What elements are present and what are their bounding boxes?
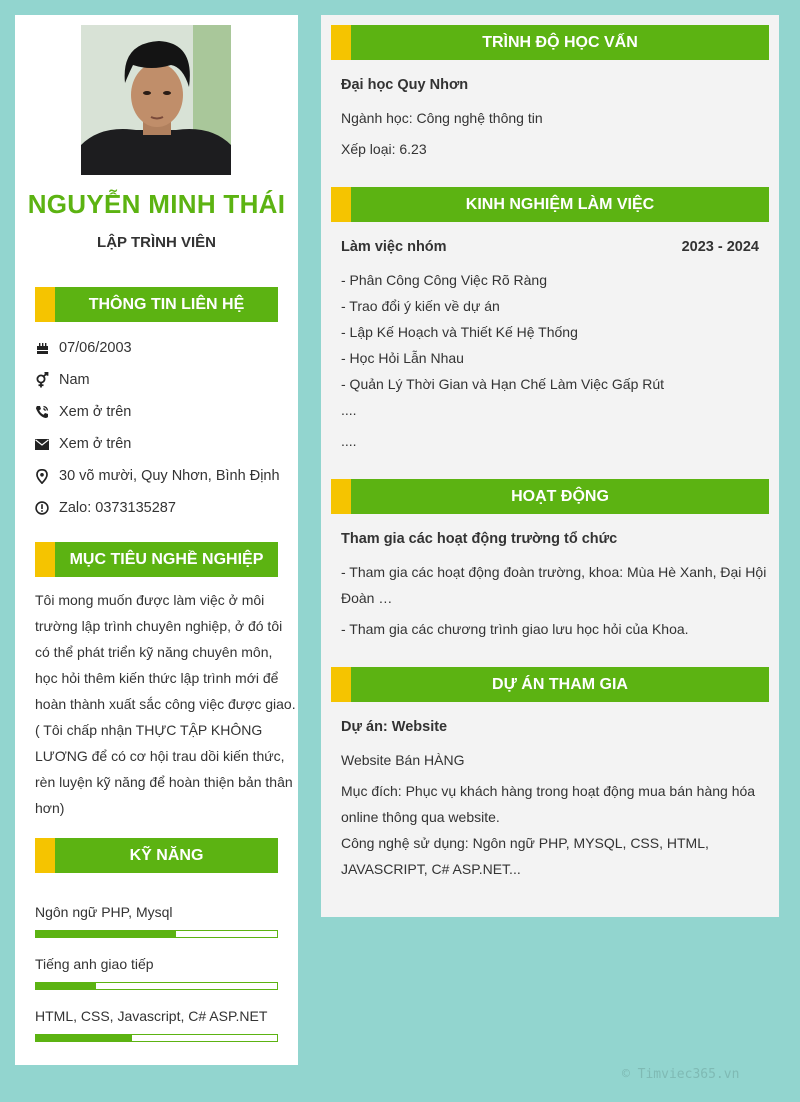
education-major: Ngành học: Công nghệ thông tin bbox=[341, 110, 543, 126]
project-purpose: Mục đích: Phục vụ khách hàng trong hoạt động mua bán hàng hóa bbox=[341, 783, 756, 799]
project-purpose-cont: online thông qua website. bbox=[341, 809, 500, 825]
activities-heading-text: HOẠT ĐỘNG bbox=[511, 488, 609, 505]
project-tech: Công nghệ sử dụng: Ngôn ngữ PHP, MYSQL, CSS, HTML, bbox=[341, 835, 709, 851]
skill-bar bbox=[35, 930, 278, 938]
activities-item-cont: Đoàn … bbox=[341, 590, 393, 606]
experience-item: .... bbox=[341, 402, 357, 418]
skill-bar-fill bbox=[36, 983, 96, 989]
objective-line: ( Tôi chấp nhận THỰC TẬP KHÔNG bbox=[35, 722, 263, 738]
skill-bar-fill bbox=[36, 1035, 132, 1041]
zalo-text: Zalo: 0373135287 bbox=[59, 500, 176, 516]
experience-item: - Trao đổi ý kiến về dự án bbox=[341, 298, 500, 314]
experience-title: Làm việc nhóm bbox=[341, 239, 447, 255]
gender-text: Nam bbox=[59, 372, 90, 388]
education-school: Đại học Quy Nhơn bbox=[341, 77, 469, 93]
objective-line: LƯƠNG để có cơ hội trau dồi kiến thức, bbox=[35, 748, 285, 764]
contact-birthday bbox=[35, 337, 132, 359]
education-heading bbox=[331, 25, 769, 60]
activities-title: Tham gia các hoạt động trường tổ chức bbox=[341, 531, 618, 547]
projects-heading bbox=[331, 667, 769, 702]
gender-icon bbox=[35, 373, 49, 387]
objective-line: hơn) bbox=[35, 800, 65, 816]
map-pin-icon bbox=[35, 469, 49, 483]
experience-item: .... bbox=[341, 433, 357, 449]
education-grade: Xếp loại: 6.23 bbox=[341, 141, 427, 157]
candidate-role: LẬP TRÌNH VIÊN bbox=[97, 234, 216, 251]
skill-label: HTML, CSS, Javascript, C# ASP.NET bbox=[35, 1008, 268, 1024]
project-title: Dự án: Website bbox=[341, 719, 448, 735]
contact-heading-text: THÔNG TIN LIÊN HỆ bbox=[88, 296, 245, 313]
objective-heading-text: MỤC TIÊU NGHỀ NGHIỆP bbox=[69, 551, 264, 568]
contact-email bbox=[35, 433, 131, 455]
project-name: Website Bán HÀNG bbox=[341, 752, 465, 768]
candidate-name: NGUYỄN MINH THÁI bbox=[27, 189, 286, 219]
heading-accent-bar bbox=[35, 542, 55, 577]
contact-other bbox=[35, 497, 176, 519]
heading-accent-bar bbox=[35, 287, 55, 322]
skill-bar-fill bbox=[36, 931, 176, 937]
objective-heading bbox=[35, 542, 278, 577]
skills-heading-text: KỸ NĂNG bbox=[129, 847, 204, 864]
objective-line: học hỏi thêm kiến thức lập trình mới để bbox=[35, 670, 279, 686]
heading-accent-bar bbox=[331, 25, 351, 60]
heading-accent-bar bbox=[35, 838, 55, 873]
projects-heading-text: DỰ ÁN THAM GIA bbox=[492, 676, 628, 693]
objective-line: trường lập trình chuyên nghiệp, ở đó tôi bbox=[35, 618, 283, 634]
objective-line: rèn luyện kỹ năng để hoàn thiện bản thân bbox=[35, 774, 293, 790]
skill-label: Tiếng anh giao tiếp bbox=[35, 956, 154, 972]
activities-item: - Tham gia các chương trình giao lưu học hỏi của Khoa. bbox=[341, 621, 689, 637]
activities-item: - Tham gia các hoạt động đoàn trường, khoa: Mùa Hè Xanh, Đại Hội bbox=[341, 564, 767, 580]
objective-line: có thể phát triển kỹ năng chuyên môn, bbox=[35, 644, 273, 660]
experience-item: - Quản Lý Thời Gian và Hạn Chế Làm Việc Gấp Rút bbox=[341, 376, 665, 392]
project-tech-cont: JAVASCRIPT, C# ASP.NET... bbox=[341, 861, 521, 877]
envelope-icon bbox=[35, 437, 49, 451]
objective-text bbox=[35, 587, 297, 821]
contact-phone bbox=[35, 401, 131, 423]
skill-bar bbox=[35, 982, 278, 990]
email-text: Xem ở trên bbox=[59, 436, 132, 452]
skill-label: Ngôn ngữ PHP, Mysql bbox=[35, 904, 173, 920]
experience-heading-text: KINH NGHIỆM LÀM VIỆC bbox=[465, 196, 655, 213]
avatar bbox=[81, 25, 231, 175]
contact-address bbox=[35, 465, 280, 487]
activities-heading bbox=[331, 479, 769, 514]
experience-item: - Lập Kế Hoạch và Thiết Kế Hệ Thống bbox=[341, 324, 578, 340]
heading-accent-bar bbox=[331, 187, 351, 222]
experience-heading bbox=[331, 187, 769, 222]
education-heading-text: TRÌNH ĐỘ HỌC VẤN bbox=[482, 34, 638, 51]
objective-line: hoàn thành xuất sắc công việc được giao. bbox=[35, 696, 296, 712]
heading-accent-bar bbox=[331, 479, 351, 514]
phone-icon bbox=[35, 405, 49, 419]
address-text: 30 võ mười, Quy Nhơn, Bình Định bbox=[59, 468, 280, 484]
skills-heading bbox=[35, 838, 278, 873]
contact-heading bbox=[35, 287, 278, 322]
experience-item: - Phân Công Công Việc Rõ Ràng bbox=[341, 272, 547, 288]
objective-line: Tôi mong muốn được làm việc ở môi bbox=[35, 592, 265, 608]
contact-gender bbox=[35, 369, 90, 391]
experience-item: - Học Hỏi Lẫn Nhau bbox=[341, 350, 464, 366]
cake-icon bbox=[35, 341, 49, 355]
experience-years: 2023 - 2024 bbox=[681, 239, 759, 255]
sidebar-column bbox=[15, 15, 298, 1065]
main-column bbox=[321, 15, 779, 917]
info-icon bbox=[35, 501, 49, 515]
heading-accent-bar bbox=[331, 667, 351, 702]
phone-text: Xem ở trên bbox=[59, 404, 132, 420]
watermark-footer: © Timviec365.vn bbox=[622, 1067, 740, 1082]
skill-bar bbox=[35, 1034, 278, 1042]
birthday-text: 07/06/2003 bbox=[59, 340, 132, 356]
